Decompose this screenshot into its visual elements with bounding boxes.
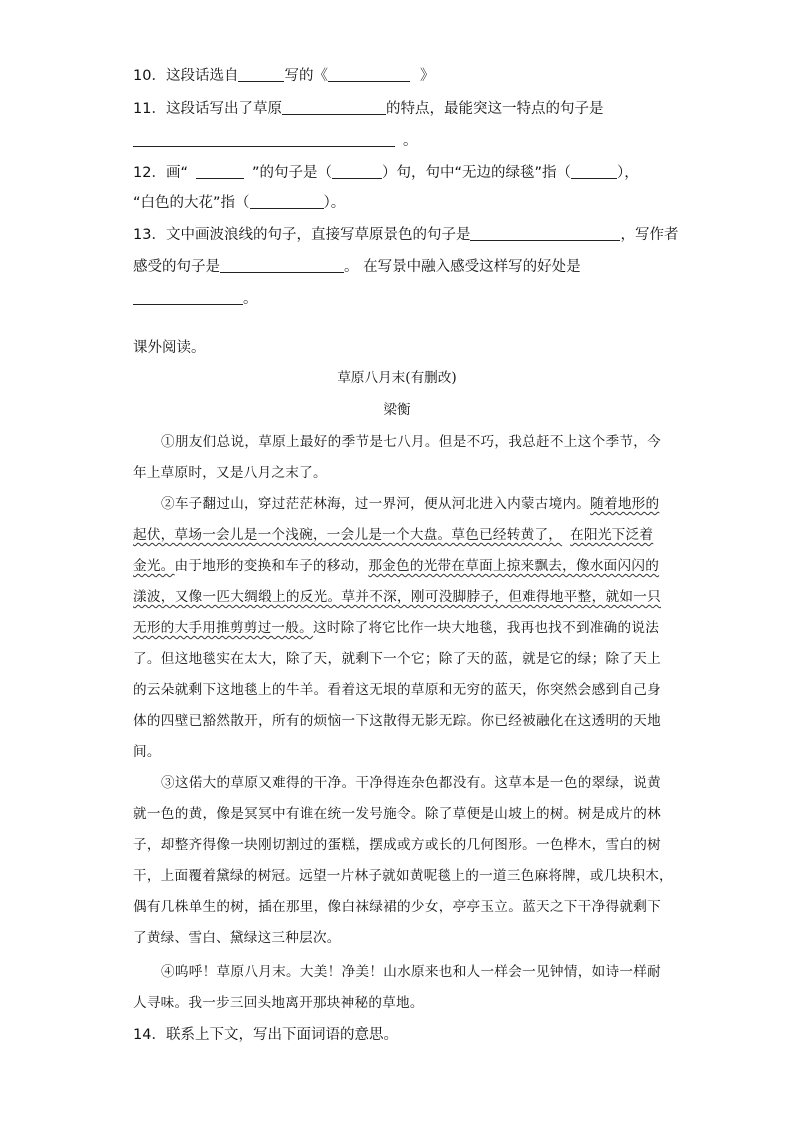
question-11: 11．这段话写出了草原 的特点，最能突这一特点的句子是 <box>133 101 604 117</box>
section-heading: 课外阅读。 <box>133 340 206 356</box>
wavy-sentence: 起伏，草场一会儿是一个浅碗，一会儿是一个大盘。草色已经转黄了， <box>133 527 563 543</box>
answer-blank-mark[interactable] <box>196 164 244 179</box>
wavy-sentence: 在阳光下泛着 <box>570 527 654 543</box>
passage-line: 就一色的黄，像是冥冥中有谁在统一发号施令。除了草便是山坡上的树。树是成片的林 <box>133 806 661 822</box>
passage-line: 间。 <box>133 744 161 760</box>
passage-line <box>133 525 661 545</box>
wavy-sentence: 那金色的光带在草面上掠来飘去，像水面闪闪的 <box>368 558 660 574</box>
question-13-line-3: 。 <box>133 289 258 309</box>
question-13-line-2: 感受的句子是 。 在写景中融入感受这样写的好处是 <box>133 259 581 275</box>
passage-line: ④呜呼！草原八月末。大美！净美！山水原来也和人一样会一见钟情，如诗一样耐 <box>161 964 661 980</box>
passage-line: 了黄绿、雪白、黛绿这三种层次。 <box>133 930 341 946</box>
passage-line: 体的四壁已豁然散开，所有的烦恼一下这散得无影无踪。你已经被融化在这透明的天地 <box>133 713 661 729</box>
answer-blank-feeling-sentence[interactable] <box>220 258 344 273</box>
passage-line: 了。但这地毯实在太大，除了天，就剩下一个它；除了天的蓝，就是它的绿；除了天上 <box>133 651 661 667</box>
question-11-line-2: 。 <box>133 131 418 151</box>
answer-blank-scenery-sentence[interactable] <box>470 226 620 241</box>
passage-line: ②车子翻过山，穿过茫茫林海，过一界河，便从河北进入内蒙古境内。随着地形的 <box>161 496 660 512</box>
question-10: 10．这段话选自 写的《 》 <box>133 68 435 84</box>
passage-line: 无形的大手用推剪剪过一般。这时除了将它比作一块大地毯，我再也找不到准确的说法 <box>133 620 660 636</box>
wavy-sentence: 随着地形的 <box>590 496 660 512</box>
passage-line: ①朋友们总说，草原上最好的季节是七八月。但是不巧，我总赶不上这个季节，今 <box>161 434 661 450</box>
answer-blank-author[interactable] <box>238 67 284 82</box>
passage-title: 草原八月末(有删改) <box>337 370 457 386</box>
passage-author: 梁衡 <box>383 402 411 418</box>
question-12-line-2: “白色的大花”指（ ）。 <box>133 195 346 211</box>
wavy-sentence: 金光。 <box>133 558 175 574</box>
answer-blank-white-flower[interactable] <box>250 194 324 209</box>
answer-blank-title[interactable] <box>328 67 410 82</box>
answer-blank-feature[interactable] <box>282 100 386 115</box>
answer-blank-green-carpet[interactable] <box>571 164 617 179</box>
question-13: 13．文中画波浪线的句子，直接写草原景色的句子是 ，写作者 <box>133 227 679 243</box>
wavy-sentence: 无形的大手用推剪剪过一般。 <box>133 620 313 636</box>
passage-line: 人寻味。我一步三回头地离开那块神秘的草地。 <box>133 995 424 1011</box>
passage-line: 干，上面覆着黛绿的树冠。远望一片林子就如黄呢毯上的一道三色麻将牌，或几块积木， <box>133 868 673 884</box>
question-12: 12．画“ ”的句子是（ ）句，句中“无边的绿毯”指（ ）， <box>133 165 639 181</box>
question-14: 14．联系上下文，写出下面词语的意思。 <box>133 1027 398 1043</box>
answer-blank-sentence[interactable] <box>133 132 395 147</box>
answer-blank-benefit[interactable] <box>133 290 243 305</box>
passage-line: ③这偌大的草原又难得的干净。干净得连杂色都没有。这草本是一色的翠绿，说黄 <box>161 775 661 791</box>
answer-blank-sentence-type[interactable] <box>332 164 382 179</box>
passage-line: 金光。由于地形的变换和车子的移动，那金色的光带在草面上掠来飘去，像水面闪闪的 <box>133 558 660 574</box>
passage-line: 偶有几株单生的树，插在那里，像白袜绿裙的少女，亭亭玉立。蓝天之下干净得就剩下 <box>133 899 661 915</box>
passage-line: 年上草原时，又是八月之末了。 <box>133 465 327 481</box>
passage-line: 漾波，又像一匹大绸缎上的反光。草并不深，刚可没脚脖子，但难得地平整，就如一只 <box>133 589 661 605</box>
passage-line: 的云朵就剩下这地毯上的牛羊。看着这无垠的草原和无穷的蓝天，你突然会感到自己身 <box>133 682 661 698</box>
passage-line: 子，却整齐得像一块刚切割过的蛋糕，摆成或方或长的几何图形。一色桦木，雪白的树 <box>133 837 661 853</box>
